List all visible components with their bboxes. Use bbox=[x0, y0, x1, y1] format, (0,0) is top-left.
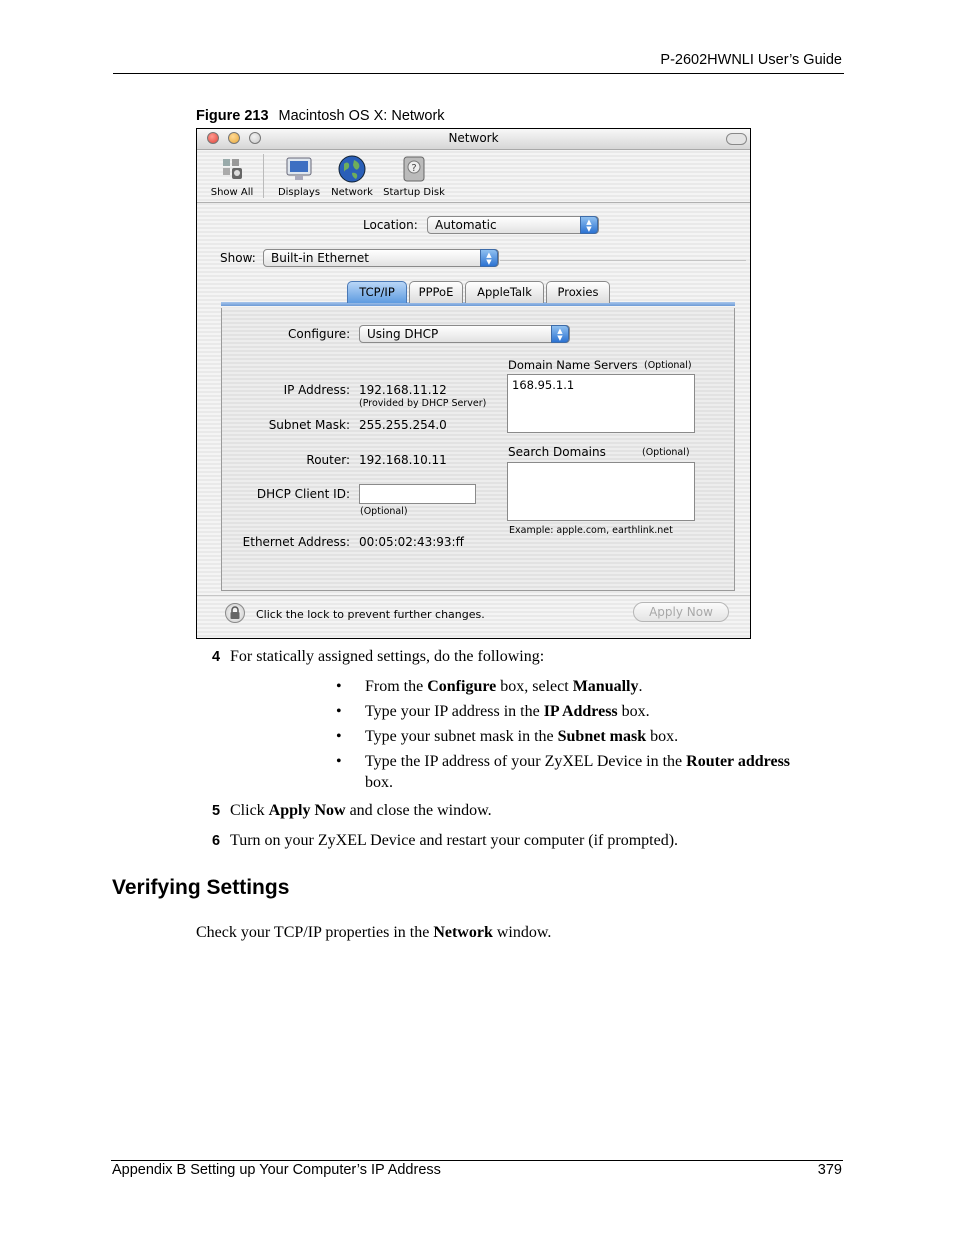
para-text: window. bbox=[492, 924, 552, 941]
subnet-mask-value: 255.255.254.0 bbox=[359, 418, 447, 432]
step-bold: Apply Now bbox=[268, 802, 346, 819]
toolbar-network[interactable] bbox=[328, 154, 376, 198]
popup-arrows-icon: ▲ ▼ bbox=[480, 249, 498, 267]
bullet-bold: Subnet mask bbox=[557, 728, 647, 745]
bottom-divider bbox=[197, 595, 750, 596]
toolbar-label: Displays bbox=[277, 187, 321, 198]
ethernet-address-value: 00:05:02:43:93:ff bbox=[359, 535, 464, 549]
window-titlebar bbox=[197, 129, 750, 150]
bullet-text: Type your IP address in the bbox=[365, 703, 544, 720]
dns-label: Domain Name Servers bbox=[508, 358, 638, 372]
tab-appletalk[interactable]: AppleTalk bbox=[465, 281, 544, 303]
dhcp-client-id-note: (Optional) bbox=[360, 506, 408, 517]
preferences-toolbar bbox=[197, 150, 750, 203]
search-domains-field[interactable] bbox=[507, 462, 695, 521]
bullet-dot: • bbox=[336, 678, 342, 695]
bullet-text: . bbox=[638, 678, 643, 695]
step-number: 6 bbox=[212, 833, 221, 849]
show-divider bbox=[500, 260, 746, 261]
page-number: 379 bbox=[817, 1162, 842, 1178]
bullet-wrap-text: box. bbox=[365, 774, 393, 791]
bullet-item bbox=[336, 753, 790, 771]
bullet-dot: • bbox=[336, 728, 342, 745]
search-domains-example: Example: apple.com, earthlink.net bbox=[509, 525, 673, 536]
footer-rule bbox=[111, 1160, 843, 1161]
running-header: P-2602HWNLI User’s Guide bbox=[660, 52, 842, 68]
dns-optional: (Optional) bbox=[644, 360, 692, 371]
show-label: Show: bbox=[220, 251, 256, 265]
configure-label: Configure: bbox=[288, 327, 351, 341]
show-all-icon bbox=[217, 154, 247, 184]
search-domains-label: Search Domains bbox=[508, 445, 606, 459]
bullet-text: box. bbox=[646, 728, 679, 745]
step-5 bbox=[212, 802, 492, 820]
dhcp-client-id-label: DHCP Client ID: bbox=[256, 487, 350, 501]
router-label: Router: bbox=[306, 453, 350, 467]
ip-address-label: IP Address: bbox=[283, 383, 350, 397]
bullet-text: box, select bbox=[496, 678, 573, 695]
header-rule bbox=[113, 73, 844, 74]
svg-text:?: ? bbox=[411, 163, 417, 174]
popup-arrows-icon: ▲ ▼ bbox=[551, 325, 569, 343]
toolbar-startup-disk[interactable] bbox=[381, 154, 447, 198]
dns-field[interactable]: 168.95.1.1 bbox=[507, 374, 695, 433]
toolbar-displays[interactable] bbox=[275, 154, 323, 198]
apply-now-button[interactable]: Apply Now bbox=[633, 602, 729, 622]
network-globe-icon bbox=[337, 154, 367, 184]
search-domains-optional: (Optional) bbox=[642, 447, 690, 458]
ip-address-note: (Provided by DHCP Server) bbox=[359, 398, 487, 409]
popup-arrows-icon: ▲ ▼ bbox=[580, 216, 598, 234]
step-4 bbox=[212, 648, 544, 666]
para-text: Check your TCP/IP properties in the bbox=[196, 924, 434, 941]
show-popup[interactable] bbox=[263, 249, 499, 267]
location-popup[interactable] bbox=[427, 216, 599, 234]
lock-icon[interactable] bbox=[225, 603, 245, 623]
router-value: 192.168.10.11 bbox=[359, 453, 447, 467]
configure-popup[interactable] bbox=[359, 325, 570, 343]
window-title: Network bbox=[448, 131, 499, 145]
configure-value: Using DHCP bbox=[367, 327, 439, 341]
step-text: For statically assigned settings, do the following: bbox=[230, 648, 545, 665]
bullet-bold: Manually bbox=[572, 678, 639, 695]
step-number: 4 bbox=[212, 649, 221, 665]
para-bold: Network bbox=[433, 924, 493, 941]
show-value: Built-in Ethernet bbox=[271, 251, 369, 265]
ip-address-value: 192.168.11.12 bbox=[359, 383, 447, 397]
bullet-dot: • bbox=[336, 703, 342, 720]
location-label: Location: bbox=[363, 218, 418, 232]
tab-tcpip[interactable]: TCP/IP bbox=[347, 281, 407, 303]
step-number: 5 bbox=[212, 803, 221, 819]
toolbar-show-all[interactable] bbox=[207, 154, 257, 198]
toolbar-toggle-button[interactable] bbox=[726, 133, 747, 145]
figure-caption bbox=[196, 108, 445, 124]
subnet-mask-label: Subnet Mask: bbox=[268, 418, 350, 432]
bullet-text: Type the IP address of your ZyXEL Device in the bbox=[365, 753, 687, 770]
bullet-dot: • bbox=[336, 753, 342, 770]
toolbar-label: Show All bbox=[210, 187, 254, 198]
location-value: Automatic bbox=[435, 218, 497, 232]
bullet-bold: IP Address bbox=[543, 703, 618, 720]
bullet-text: box. bbox=[617, 703, 650, 720]
bullet-item bbox=[336, 728, 678, 746]
section-heading: Verifying Settings bbox=[112, 876, 290, 899]
step-6 bbox=[212, 832, 678, 850]
figure-number: Figure 213 bbox=[196, 108, 269, 124]
ethernet-address-label: Ethernet Address: bbox=[242, 535, 350, 549]
tab-proxies[interactable]: Proxies bbox=[546, 281, 610, 303]
network-window bbox=[196, 128, 751, 639]
toolbar-label: Startup Disk bbox=[383, 187, 445, 198]
step-text: and close the window. bbox=[345, 802, 492, 819]
lock-message: Click the lock to prevent further changes. bbox=[256, 608, 485, 621]
bullet-text: From the bbox=[365, 678, 428, 695]
toolbar-separator bbox=[263, 154, 264, 198]
figure-title: Macintosh OS X: Network bbox=[278, 108, 445, 124]
bullet-bold: Configure bbox=[427, 678, 497, 695]
bullet-bold: Router address bbox=[686, 753, 791, 770]
displays-icon bbox=[284, 154, 314, 184]
step-text: Click bbox=[230, 802, 269, 819]
bullet-item bbox=[336, 703, 650, 721]
footer-chapter: Appendix B Setting up Your Computer’s IP Address bbox=[112, 1162, 441, 1178]
tab-pppoe[interactable]: PPPoE bbox=[409, 281, 463, 303]
startup-disk-icon bbox=[399, 154, 429, 184]
toolbar-label: Network bbox=[331, 187, 373, 198]
check-paragraph bbox=[196, 924, 551, 942]
bullet-text: Type your subnet mask in the bbox=[365, 728, 558, 745]
dhcp-client-id-field[interactable] bbox=[359, 484, 476, 504]
step-text: Turn on your ZyXEL Device and restart your computer (if prompted). bbox=[230, 832, 679, 849]
bullet-item bbox=[336, 678, 642, 696]
